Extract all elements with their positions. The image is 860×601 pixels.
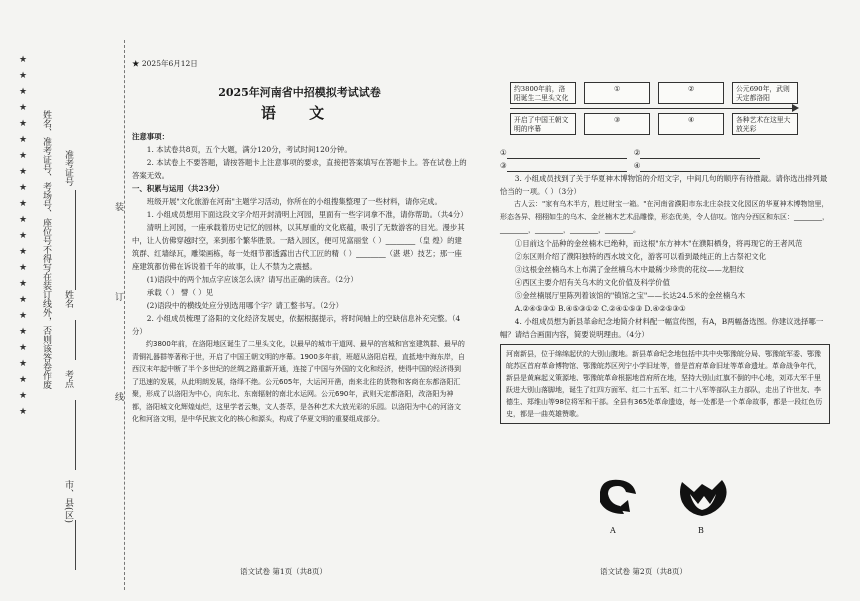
question-3-item: ①目前这个品种的金丝楠木已绝种，而这根"东方神木"在濮阳栖身，将再现它的王者风范 <box>514 239 803 248</box>
question-3: 3. 小组成员找到了关于华夏神木博物馆的介绍文字，中间几句的顺序有待推敲。请你选出排列最恰当的一项。（ ）（3分） <box>500 174 828 196</box>
field-county: 市、县(区) <box>63 480 73 524</box>
binding-line <box>124 40 125 590</box>
logo-a-icon <box>600 480 636 514</box>
question-3-text: 古人云："家有乌木半方，胜过财宝一箱。"在河南省濮阳市东北庄杂技文化园区的华夏神木博物馆里，形态各异、栩栩如生的乌木、金丝楠木艺术品雕像，形态优美，令人信叹。馆内分西区和东区：________，________，________，________，________。 <box>500 200 829 234</box>
question-3-item: ③这根金丝楠乌木上布满了金丝楠乌木中最稀少珍贵的花纹——龙胆纹 <box>514 265 744 274</box>
timeline-cell: ④ <box>658 113 724 135</box>
field-name: 姓名 <box>63 290 73 308</box>
note-item: 2. 本试卷上不要答题，请按答题卡上注意事项的要求，直接把答案填写在答题卡上。答在试卷上的答案无效。 <box>132 158 467 180</box>
field-venue: 考点 <box>63 370 73 388</box>
question-2: 2. 小组成员梳理了洛阳的文化经济发展史，依据根据提示，将时间轴上的空缺信息补充完整。（4分） <box>132 314 461 336</box>
timeline-cell: ③ <box>584 113 650 135</box>
section-heading: 一、积累与运用（共23分） <box>132 184 224 193</box>
timeline-cell: ① <box>584 82 650 104</box>
question-3-item: ②东区则介绍了濮阳独特的西水坡文化，游客可以看到最纯正的上古祭祀文化 <box>514 252 767 261</box>
question-3-item: ④西区主要介绍有关乌木的文化价值及科学价值 <box>514 278 671 287</box>
binding-margin <box>0 0 120 601</box>
question-1: 1. 小组成员想用下面这段文字介绍开封清明上河园，里面有一些字词拿不准，请你帮助。（共4分） <box>146 210 468 219</box>
question-4: 4. 小组成员想为新县革命纪念地简介材料配一幅宣传图，有A，B两幅备选图。你建议选择哪一幅？请结合画面内容，简要说明理由。（4分） <box>500 317 824 339</box>
timeline-cell: 约3800年前，洛阳诞生二里头文化 <box>510 82 576 104</box>
page1-body <box>132 130 467 426</box>
field-line <box>75 400 76 470</box>
logo-a-label: A <box>610 526 616 535</box>
exam-title: 2025年河南省中招模拟考试试卷 <box>218 86 381 99</box>
question-3-item: ⑤金丝楠展厅里陈列着该馆的"镇馆之宝"——长达24.5米的金丝楠乌木 <box>514 291 745 300</box>
page1-footer: 语文试卷 第1页（共8页） <box>240 567 327 576</box>
answer-slots <box>500 159 830 172</box>
answer-slot-label: ① <box>500 148 507 157</box>
binding-notice: 姓名、准考证号、考场号、座位号不得写在装订线外，否则该答卷作废 <box>41 110 51 389</box>
bind-word: 装 <box>115 200 124 213</box>
note-item: 1. 本试卷共8页，五个大题，满分120分，考试时间120分钟。 <box>146 145 352 154</box>
question-1-2: (2)语段中的横线处应分别选用哪个字？请工整书写。（2分） <box>146 301 344 310</box>
answer-line <box>640 162 760 172</box>
question-1-1-items: 承载（ ） 譬（ ）见 <box>146 288 213 297</box>
field-exam-number: 准考证号 <box>63 150 73 186</box>
answer-line <box>640 149 760 159</box>
timeline-cell: ② <box>658 82 724 104</box>
timeline-axis <box>510 108 796 109</box>
exam-subject: 语 文 <box>260 104 339 122</box>
field-line <box>75 320 76 360</box>
answer-line <box>507 149 627 159</box>
passage-2: 约3800年前，在洛阳地区诞生了二里头文化，以最早的城市干道网、最早的宫城和宫室建筑群、最早的青铜礼器群等著称于世，开启了中国王朝文明的序幕。1900多年前，班超从洛阳启程，直抵地中海东岸，自西汉末年起中断了半个多世纪的丝绸之路重新开通，连接了中国与外国的文化和经济，使得中国的经济得到了迅速的发展，从此明朗发展，络绎不绝。公元605年，大运河开凿，南来北往的货物和客商在东都洛阳汇聚，形成了以洛阳为中心，向东北、东南辐射的南北水运网。公元690年，武则天定都洛阳，改洛阳为神都，洛阳城文化辉煌灿烂，这里学者云集，文人荟萃，是各种艺术大放光彩的乐园。以洛阳为中心的河洛文化和河洛文明，是中华民族文化的核心和源头，构成了华夏文明的重要组成部分。 <box>132 340 465 423</box>
answer-slot-label: ④ <box>633 161 641 170</box>
question-4-box: 河南新县，位于绵绵起伏的大别山腹地。新县革命纪念地包括中共中央鄂豫皖分局、鄂豫皖军委、鄂豫皖苏区首府革命博物馆、鄂豫皖苏区列宁小学旧址等，曾是首府革命旧址等革命遗址。革命战争年代，新县是黄麻起义策源地、鄂豫皖革命根据地首府所在地，坚持大别山红旗不倒的中心地，刘邓大军千里跃进大别山落脚地，诞生了红四方面军、红二十五军、红二十八军等部队主力部队，走出了许世友、李德生、郑维山等98位将军和干部。全县有365处革命遗迹，每一处都是一个革命故事，都是一段红色历史，都是一曲英雄赞歌。 <box>500 344 830 424</box>
notes-heading: 注意事项： <box>132 132 169 141</box>
timeline <box>510 80 800 140</box>
question-1-1: (1)语段中的两个加点字应该怎么读？请写出正确的读音。（2分） <box>146 275 358 284</box>
star-column: ★★★★★★★★★★★★★★★★★★★★★★★ <box>18 55 28 423</box>
page2-body <box>500 146 830 427</box>
timeline-cell: 各种艺术在这里大放光彩 <box>732 113 798 135</box>
timeline-cell: 开启了中国王朝文明的序幕 <box>510 113 576 135</box>
logo-options <box>590 470 750 540</box>
bind-word: 订 <box>115 290 124 303</box>
section-intro: 班级开展"文化旅游在河南"主题学习活动，你所在的小组搜集整理了一些材料，请你完成。 <box>146 197 442 206</box>
logo-b-icon <box>680 480 727 516</box>
logo-b-label: B <box>698 526 704 535</box>
timeline-arrowhead <box>792 104 799 112</box>
answer-line <box>507 162 627 172</box>
logo-drawings <box>590 470 750 530</box>
page2-footer: 语文试卷 第2页（共8页） <box>600 567 687 576</box>
answer-slot-label: ② <box>633 148 641 157</box>
passage-1: 清明上河园，一座承载着历史记忆的园林，以其厚重的文化底蕴，吸引了无数游客的目光。漫步其中，让人仿佛穿越时空，来到那个繁华胜景。一踏入园区，便可见富丽堂（ ）________（皇 煌）的建筑群、红墙绿瓦，雕梁画栋，每一处细节都透露出古代工匠的精（ ）________（湛 堪）技艺；那一座座建筑都仿佛在诉说着千年的故事，让人不禁为之震撼。 <box>132 223 465 271</box>
answer-slots <box>500 146 830 159</box>
field-line <box>75 520 76 570</box>
bind-word: 线 <box>115 390 124 403</box>
answer-slot-label: ③ <box>500 161 507 170</box>
exam-date: ★ 2025年6月12日 <box>132 59 198 68</box>
field-line <box>75 190 76 290</box>
timeline-cell: 公元690年，武则天定都洛阳 <box>732 82 798 104</box>
question-3-options: A.②④⑤③① B.④⑤③①② C.②④①⑤③ D.④②⑤③① <box>514 304 686 313</box>
